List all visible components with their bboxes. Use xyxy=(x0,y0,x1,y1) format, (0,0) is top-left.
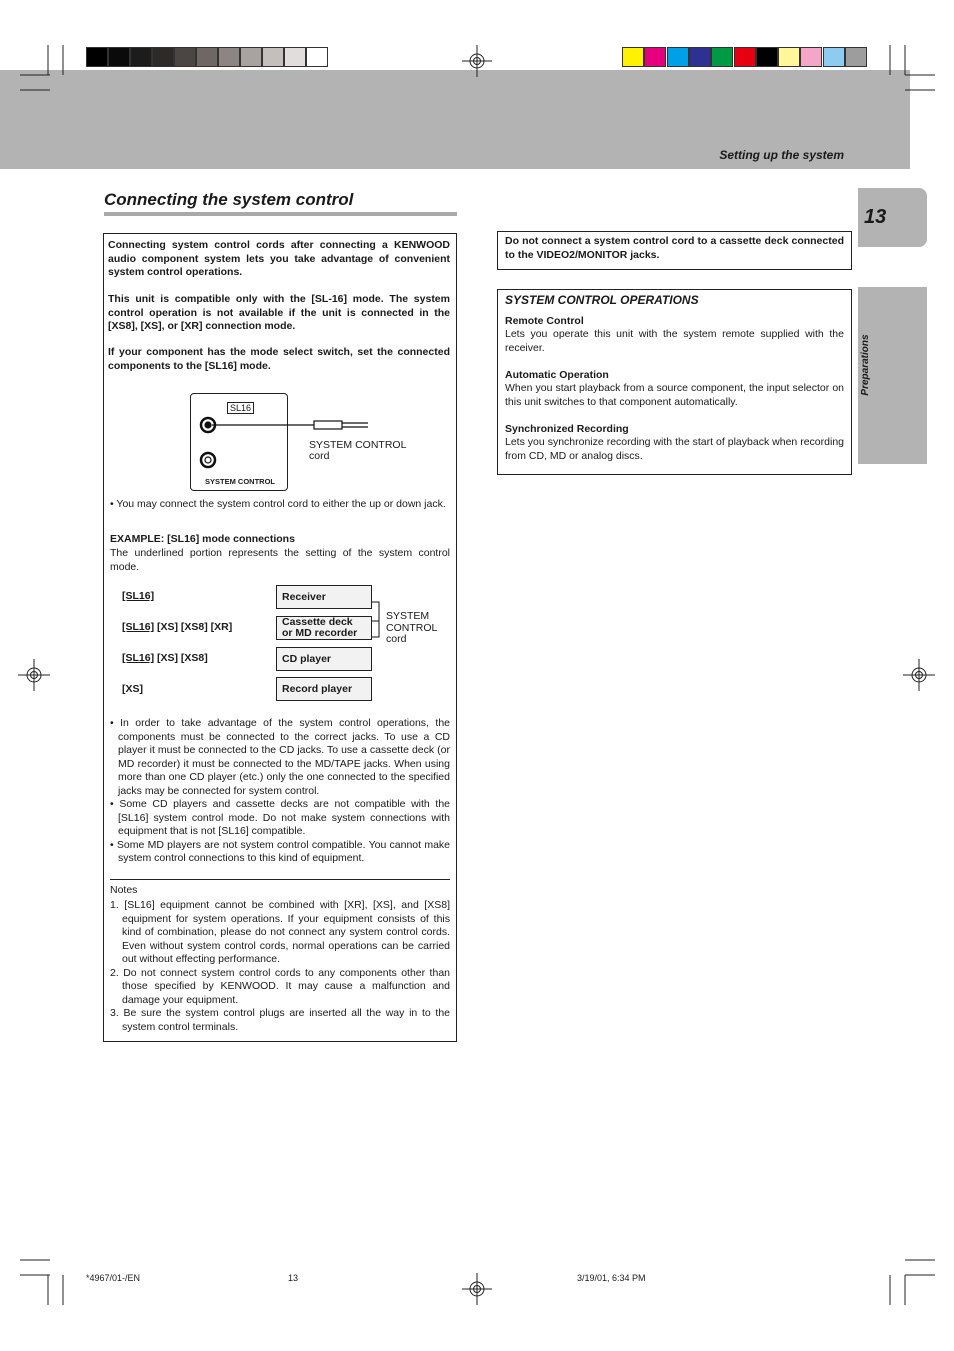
side-tab-label: Preparations xyxy=(860,334,871,396)
bullet-item: • Some MD players are not system control compatible. You cannot make system control connections to this kind of equipment. xyxy=(110,838,450,864)
mode-label-receiver: [SL16] xyxy=(122,590,155,602)
warning-box xyxy=(497,231,852,270)
cord-label-line1: SYSTEM CONTROL xyxy=(309,439,407,451)
mode-label-cassette: [SL16] [XS] [XS8] [XR] xyxy=(122,621,233,633)
title-underline xyxy=(104,212,457,216)
note-item: 1. [SL16] equipment cannot be combined with [XR], [XS], and [XS8] equipment for system operations. If your equipment consists of this kind of combination, please do not connect any system control cords. Even without system control cords, normal operations can be carried out without effecting performance. xyxy=(110,899,450,965)
note-item: 2. Do not connect system control cords to any components other than those specified by KENWOOD. It may cause a malfunction and damage your equipment. xyxy=(110,966,450,1006)
side-tab xyxy=(858,287,927,464)
component-cd-player: CD player xyxy=(276,647,372,671)
op-title-synchronized: Synchronized Recording xyxy=(505,423,629,435)
bullet-item: • In order to take advantage of the system control operations, the components must be connected to the correct jacks. To use a CD player it must be connected to the CD jacks. To use a cassette deck (or MD recorder) it must be connected to the MD/TAPE jacks. When using more than one CD player (etc.) only the one connected to the specified jacks may be connected for system control. xyxy=(110,717,450,797)
registration-mark-top xyxy=(462,45,492,77)
op-text-automatic: When you start playback from a source component, the input selector on this unit switches to that component automatically. xyxy=(505,382,844,408)
mode-label-record: [XS] xyxy=(122,683,143,695)
op-text-synchronized: Lets you synchronize recording with the start of playback when recording from CD, MD or analog discs. xyxy=(505,436,844,462)
cord-label-line2: cord xyxy=(309,450,330,462)
bracket-cord-line1: SYSTEM xyxy=(386,610,430,622)
notes-list xyxy=(110,899,450,1034)
mode-label-cd: [SL16] [XS] [XS8] xyxy=(122,652,208,664)
op-text-remote: Lets you operate this unit with the system remote supplied with the receiver. xyxy=(505,328,844,354)
op-title-automatic: Automatic Operation xyxy=(505,369,609,381)
operations-box xyxy=(497,289,852,475)
note-item: 3. Be sure the system control plugs are inserted all the way in to the system control terminals. xyxy=(110,1007,450,1033)
registration-mark-bottom xyxy=(462,1273,492,1305)
intro-paragraph-3: If your component has the mode select switch, set the connected components to the [SL16] mode. xyxy=(108,346,450,372)
bullet-item: • Some CD players and cassette decks are not compatible with the [SL16] system control mode. Do not make system connections with equipment that is not [SL16] compatible. xyxy=(110,798,450,837)
jack-label: SYSTEM CONTROL xyxy=(204,477,275,486)
bracket-cord-line2: CONTROL xyxy=(386,621,438,634)
intro-paragraph-1: Connecting system control cords after connecting a KENWOOD audio component system lets you take advantage of convenient system control operations. xyxy=(108,239,450,278)
component-cassette-deck: Cassette deck or MD recorder xyxy=(276,616,372,640)
component-receiver: Receiver xyxy=(276,585,372,609)
notes-title: Notes xyxy=(110,884,138,896)
bullet-jack-note: • You may connect the system control cord to either the up or down jack. xyxy=(110,498,446,510)
bullet-list xyxy=(110,717,450,866)
cord-label xyxy=(309,440,406,462)
operations-title: SYSTEM CONTROL OPERATIONS xyxy=(505,293,699,307)
section-label: Setting up the system xyxy=(719,148,844,162)
intro-paragraph-2: This unit is compatible only with the [SL-16] mode. The system control operation is not available if the unit is connected in the [XS8], [XS], or [XR] connection mode. xyxy=(108,293,450,332)
footer-code: *4967/01-/EN xyxy=(86,1273,141,1283)
example-description: The underlined portion represents the setting of the system control mode. xyxy=(110,547,450,573)
section-title: Connecting the system control xyxy=(104,190,354,209)
page-number: 13 xyxy=(864,206,887,228)
example-title: EXAMPLE: [SL16] mode connections xyxy=(110,533,295,545)
footer-page: 13 xyxy=(288,1273,299,1283)
component-record-player: Record player xyxy=(276,677,372,701)
footer-date: 3/19/01, 6:34 PM xyxy=(577,1273,646,1283)
notes-divider xyxy=(110,879,450,880)
bracket-cord-line3: cord xyxy=(386,633,407,645)
page-number-tab xyxy=(858,188,927,247)
registration-mark-right xyxy=(903,659,935,691)
warning-text: Do not connect a system control cord to a cassette deck connected to the VIDEO2/MONITOR jacks. xyxy=(505,235,844,261)
op-title-remote: Remote Control xyxy=(505,315,584,327)
bracket-cord-label xyxy=(386,611,437,646)
left-content-box xyxy=(103,233,457,1042)
sl16-badge: SL16 xyxy=(227,402,254,414)
registration-mark-left xyxy=(18,659,50,691)
